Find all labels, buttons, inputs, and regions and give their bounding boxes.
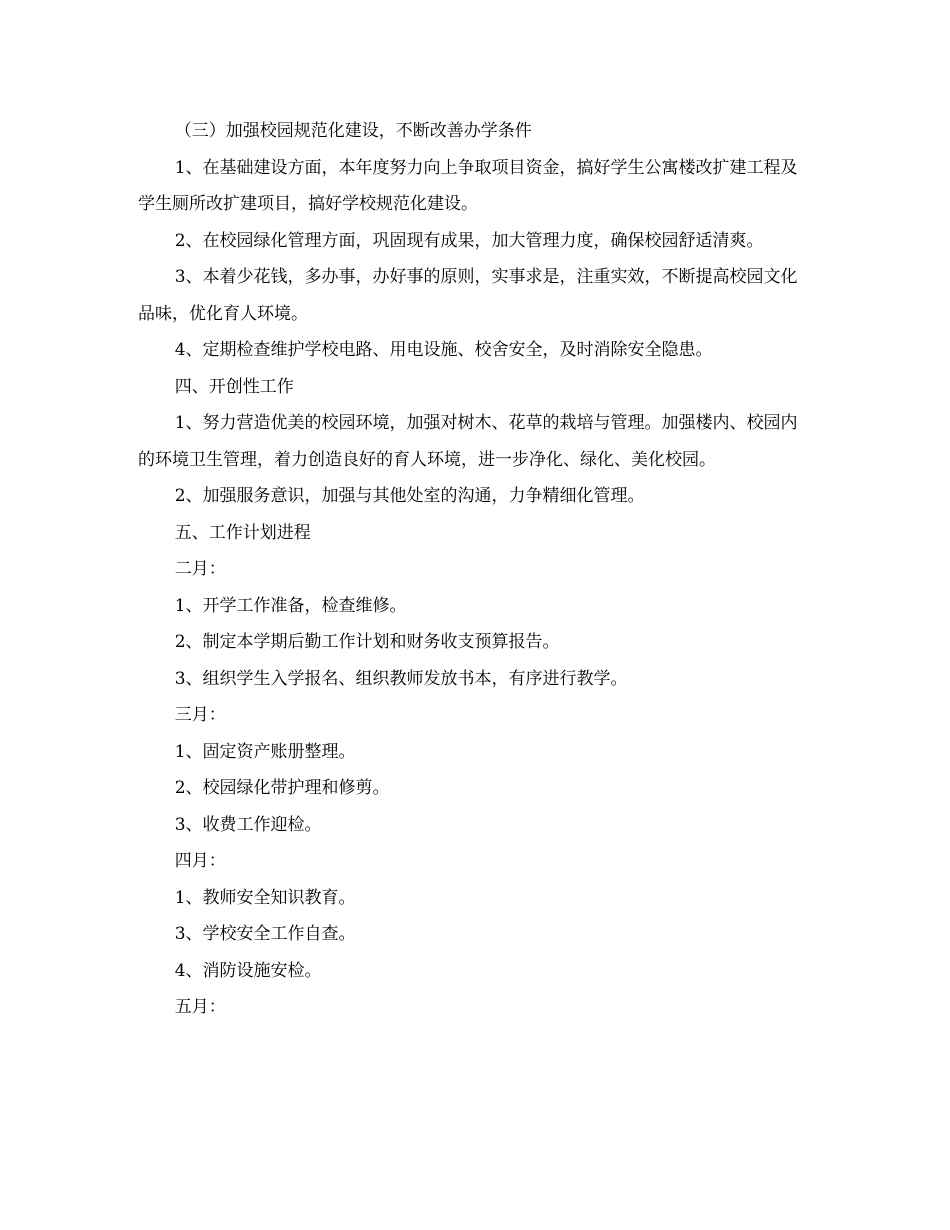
paragraph: 3、本着少花钱，多办事，办好事的原则，实事求是，注重实效，不断提高校园文化品味，优化育人环境。 [138,267,798,324]
paragraph: 1、在基础建设方面，本年度努力向上争取项目资金，搞好学生公寓楼改扩建工程及学生厕所改扩建项目，搞好学校规范化建设。 [138,157,798,214]
paragraph: 1、努力营造优美的校园环境，加强对树木、花草的栽培与管理。加强楼内、校园内的环境卫生管理，着力创造良好的育人环境，进一步净化、绿化、美化校园。 [138,413,798,470]
month-heading: 二月： [174,559,226,579]
list-item: 4、消防设施安检。 [174,960,322,981]
document-body [138,113,810,1026]
list-item: 1、固定资产账册整理。 [174,741,356,762]
paragraph: 4、定期检查维护学校电路、用电设施、校舍安全，及时消除安全隐患。 [174,340,713,360]
month-heading: 四月： [174,851,226,871]
month-heading: 三月： [174,705,226,725]
list-item: 1、教师安全知识教育。 [174,887,356,908]
paragraph: 2、在校园绿化管理方面，巩固现有成果，加大管理力度，确保校园舒适清爽。 [174,230,764,251]
list-item: 3、组织学生入学报名、组织教师发放书本，有序进行教学。 [174,668,628,689]
section-heading: 五、工作计划进程 [174,522,311,543]
list-item: 1、开学工作准备，检查维修。 [174,595,407,616]
list-item: 2、制定本学期后勤工作计划和财务收支预算报告。 [174,632,560,652]
month-heading: 五月： [174,997,226,1017]
paragraph: 2、加强服务意识，加强与其他处室的沟通，力争精细化管理。 [174,486,645,506]
list-item: 3、收费工作迎检。 [174,814,322,835]
list-item: 3、学校安全工作自查。 [174,924,356,944]
list-item: 2、校园绿化带护理和修剪。 [174,778,390,798]
section-heading: 四、开创性工作 [174,376,294,397]
section-heading: （三）加强校园规范化建设，不断改善办学条件 [174,121,532,141]
